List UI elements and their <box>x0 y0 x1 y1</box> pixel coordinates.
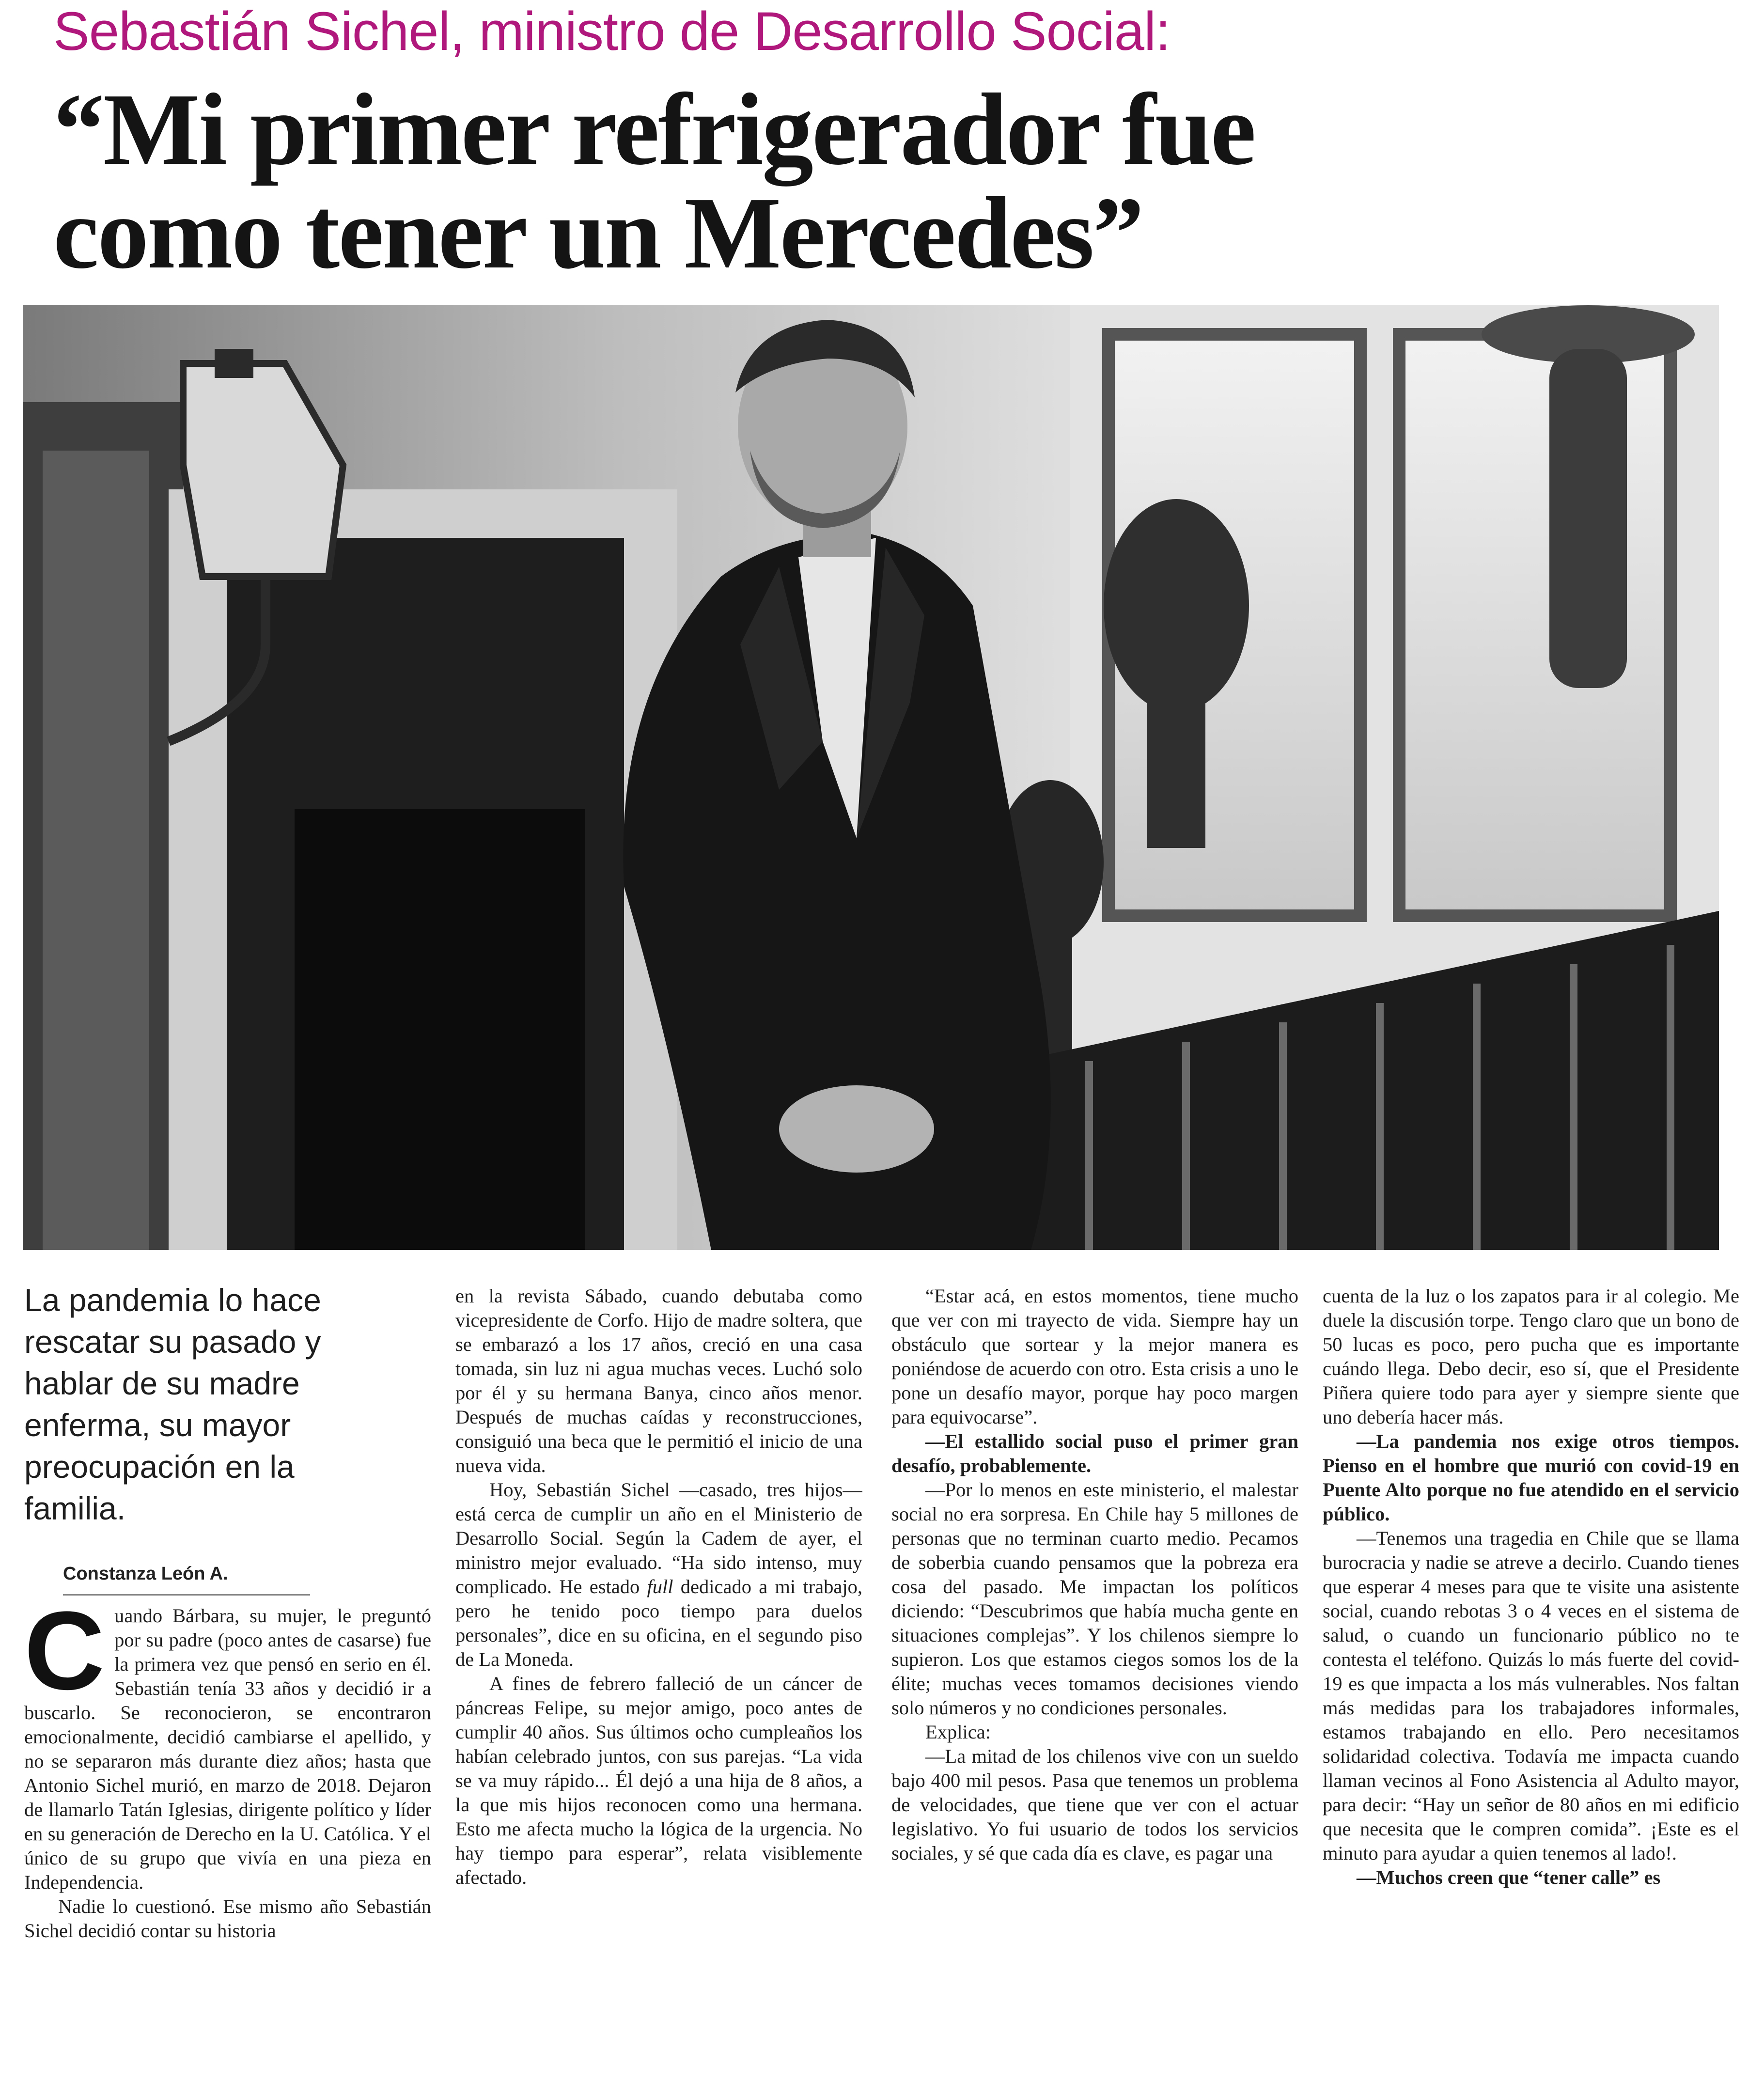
article-column-2 <box>455 1284 862 2098</box>
article-column-1 <box>24 1604 431 2098</box>
paragraph: en la revista Sábado, cuando debutaba como vicepresidente de Corfo. Hijo de madre soltera, que se embarazó a los 17 años, creció en una casa tomada, sin luz ni agua muchas veces. Luchó solo por él y su hermana Banya, cinco años menor. Después de muchas caídas y reconstrucciones, consiguió una beca que le permitió el inicio de una nueva vida. <box>455 1285 862 1476</box>
byline: Constanza León A. <box>63 1560 310 1596</box>
paragraph: —Por lo menos en este ministerio, el malestar social no era sorpresa. En Chile hay 5 millones de personas que no terminan cuarto medio. Pecamos de soberbia cuando pensamos que la pobreza era cosa del pasado. Me impactan los políticos diciendo: “Descubrimos que había mucha gente en situaciones complejas”. Y los chilenos siempre lo supieron. Los que estamos ciegos somos los de la élite; muchas veces tomamos decisiones viendo solo números y no condiciones personales. <box>891 1479 1298 1719</box>
paragraph: “Estar acá, en estos momentos, tiene mucho que ver con mi trayecto de vida. Siempre hay un obstáculo que sortear y la mejor manera es poniéndose de acuerdo con otro. Esta crisis a uno le pone un desafío mayor, porque hay poco margen para equivocarse”. <box>891 1285 1298 1428</box>
kicker: Sebastián Sichel, ministro de Desarrollo Social: <box>53 1 1171 62</box>
headline-line-1: “Mi primer refrigerador fue <box>53 72 1255 186</box>
paragraph: —La mitad de los chilenos vive con un sueldo bajo 400 mil pesos. Pasa que tenemos un problema de velocidades, que tiene que ver con el actuar legislativo. Yo fui usuario de todos los servicios sociales, y sé que cada día es clave, es pagar una <box>891 1745 1298 1864</box>
interview-question: —Muchos creen que “tener calle” es <box>1357 1866 1661 1888</box>
paragraph: Nadie lo cuestionó. Ese mismo año Sebastián Sichel decidió contar su historia <box>24 1895 431 1941</box>
paragraph: A fines de febrero falleció de un cáncer de páncreas Felipe, su mejor amigo, poco antes de cumplir 40 años. Sus últimos ocho cumpleaños los habían celebrado juntos, con sus parejas. “La vida se va muy rápido... Él dejó a una hija de 8 años, a la que mis hijos reconocen como una hermana. Esto me afecta mucho la lógica de la urgencia. No hay tiempo para esperar”, relata visiblemente afectado. <box>455 1673 862 1888</box>
italic-word: full <box>647 1576 673 1597</box>
paragraph <box>455 1478 862 1672</box>
paragraph: cuenta de la luz o los zapatos para ir al colegio. Me duele la discusión torpe. Tengo claro que un bono de 50 lucas es poco, pero pucha que es importante cuándo llega. Debo decir, eso sí, que el Presidente Piñera quiere todo para ayer y siempre siente que uno debería hacer más. <box>1323 1285 1739 1428</box>
paragraph-text: dedicado a mi trabajo, pero he tenido poco tiempo para duelos personales”, dice en su oficina, en el segundo piso de La Moneda. <box>455 1576 862 1670</box>
portrait-photo <box>23 305 1719 1250</box>
article-column-4 <box>1323 1284 1739 2098</box>
article-column-3 <box>891 1284 1298 2098</box>
deck-summary: La pandemia lo hace rescatar su pasado y hablar de su madre enferma, su mayor preocupación en la familia. <box>24 1282 321 1526</box>
portrait-photo-icon <box>23 305 1719 1250</box>
lead-paragraph <box>24 1604 431 1894</box>
headline <box>53 72 1531 291</box>
interview-question: —El estallido social puso el primer gran desafío, probablemente. <box>891 1430 1298 1476</box>
drop-cap: C <box>24 1604 105 1713</box>
paragraph: —Tenemos una tragedia en Chile que se llama burocracia y nadie se atreve a decirlo. Cuando tienes que esperar 4 meses para que te visite una asistente social, cuando rebotas 3 o 4 veces en el sistema de salud, o cuando un funcionario público no te contesta el teléfono. Quizás lo más fuerte del covid-19 es que impacta a los más vulnerables. Nos faltan más medidas para los trabajadores informales, estamos trabajando en ello. Pero necesitamos solidaridad colectiva. Todavía me impacta cuando llaman vecinos al Fono Asistencia al Adulto mayor, para decir: “Hay un señor de 80 años en mi edificio que necesita que le compren comida”. ¡Este es el minuto para ayudar a quien tenemos al lado!. <box>1323 1527 1739 1864</box>
paragraph-text: Hoy, Sebastián Sichel —casado, tres hijos— está cerca de cumplir un año en el Ministerio de Desarrollo Social. Según la Cadem de ayer, el ministro mejor evaluado. “Ha sido intenso, muy complicado. He estado <box>455 1479 862 1597</box>
paragraph: Explica: <box>925 1721 991 1743</box>
interview-question: —La pandemia nos exige otros tiempos. Pienso en el hombre que murió con covid-19 en Puente Alto porque no fue atendido en el servicio público. <box>1323 1430 1739 1525</box>
headline-line-2: como tener un Mercedes” <box>53 176 1143 290</box>
paragraph-text: uando Bárbara, su mujer, le preguntó por su padre (poco antes de casarse) fue la primera vez que pensó en serio en él. Sebastián tenía 33 años y decidió ir a buscarlo. Se reconocieron, se encontraron emocionalmente, decidió cambiarse el apellido, y no se separaron más durante diez años; hasta que Antonio Sichel murió, en marzo de 2018. Dejaron de llamarlo Tatán Iglesias, dirigente político y líder en su generación de Derecho en la U. Católica. Y el único de su grupo que vivía en una pieza en Independencia. <box>24 1605 431 1893</box>
